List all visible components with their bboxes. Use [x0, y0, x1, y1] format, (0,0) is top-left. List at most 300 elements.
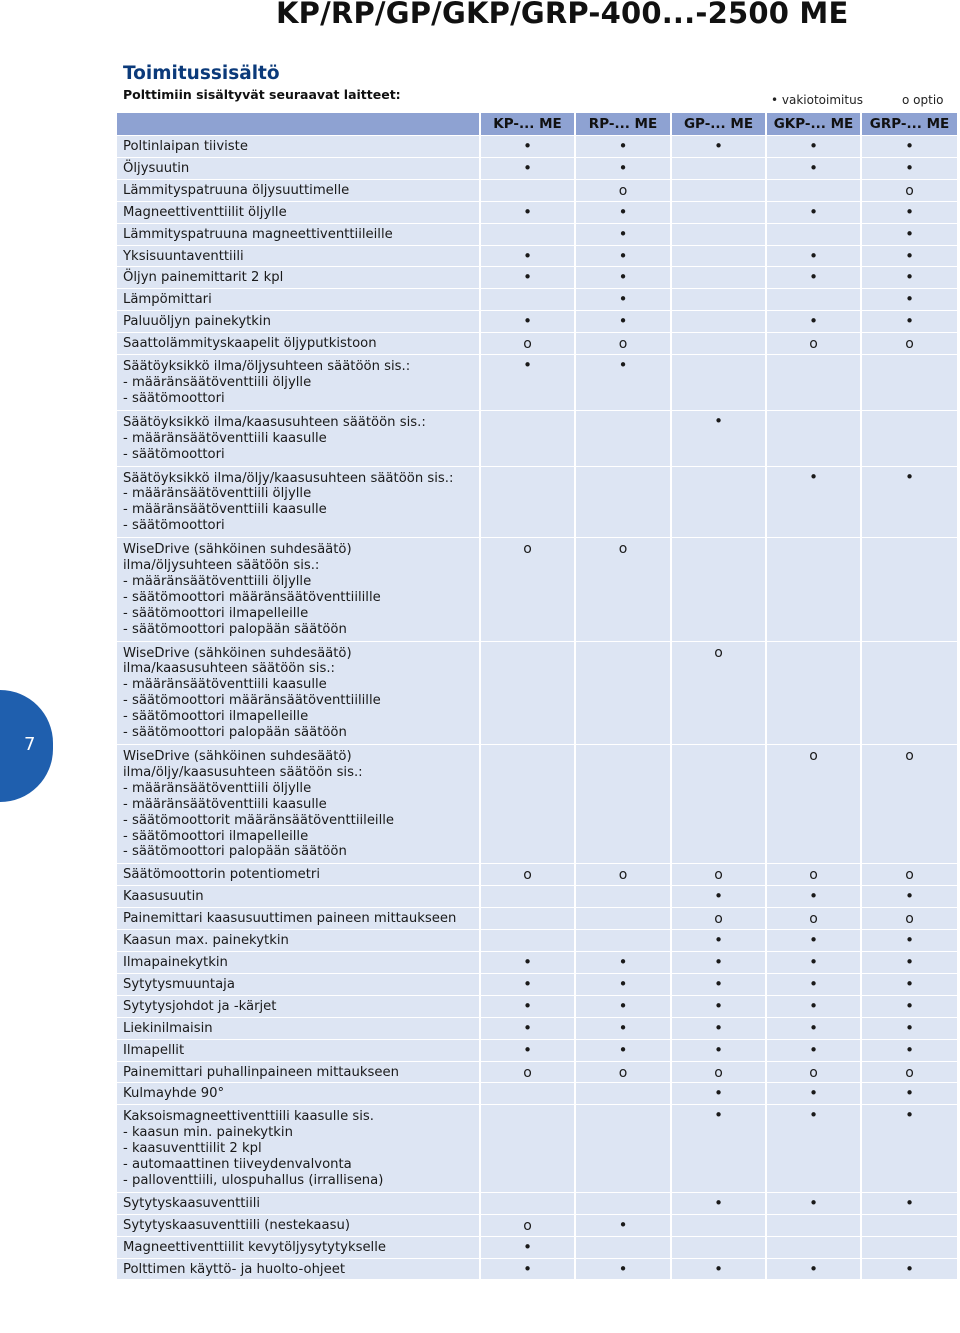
empty-mark — [767, 289, 860, 292]
mark-cell — [767, 333, 862, 354]
mark-cell — [672, 136, 767, 157]
mark-cell — [862, 467, 957, 538]
optional-mark: o — [523, 1064, 532, 1081]
mark-cell — [767, 289, 862, 310]
standard-mark: • — [714, 1259, 723, 1278]
empty-mark — [576, 1105, 670, 1108]
table-row — [117, 1105, 957, 1192]
optional-mark: o — [905, 1064, 914, 1081]
mark-cell — [862, 246, 957, 267]
standard-mark: • — [714, 411, 723, 430]
table-row — [117, 289, 957, 310]
mark-cell — [576, 930, 672, 951]
standard-mark: • — [618, 356, 628, 375]
mark-cell — [672, 1259, 767, 1280]
empty-mark — [576, 467, 670, 470]
standard-mark: • — [905, 312, 914, 331]
table-row — [117, 1237, 957, 1258]
optional-mark: o — [905, 911, 914, 928]
mark-cell — [862, 1040, 957, 1061]
table-row — [117, 1018, 957, 1039]
row-label: Sytytysjohdot ja -kärjet — [117, 996, 481, 1017]
row-label: Öljyn painemittarit 2 kpl — [117, 267, 481, 288]
standard-mark: • — [714, 996, 723, 1015]
standard-mark: • — [714, 137, 723, 155]
mark-cell — [672, 1018, 767, 1039]
empty-mark — [862, 355, 957, 358]
optional-mark: o — [523, 336, 532, 353]
mark-cell — [672, 202, 767, 223]
standard-mark: • — [905, 887, 914, 906]
table-row — [117, 974, 957, 995]
mark-cell — [576, 202, 672, 223]
optional-mark: o — [618, 336, 628, 353]
standard-mark: • — [809, 268, 818, 287]
empty-mark — [481, 930, 574, 933]
standard-mark: • — [905, 1259, 914, 1278]
mark-cell — [576, 180, 672, 201]
standard-mark: • — [905, 1106, 914, 1125]
mark-cell — [862, 1105, 957, 1192]
standard-mark: • — [523, 158, 532, 177]
empty-mark — [481, 224, 574, 227]
mark-cell — [862, 202, 957, 223]
empty-mark — [672, 224, 765, 227]
empty-mark — [672, 289, 765, 292]
mark-cell — [767, 642, 862, 744]
mark-cell — [767, 1083, 862, 1104]
mark-cell — [576, 411, 672, 466]
column-header: RP-... ME — [576, 113, 672, 135]
mark-cell — [481, 136, 576, 157]
table-row — [117, 930, 957, 951]
mark-cell — [576, 745, 672, 863]
mark-cell — [672, 333, 767, 354]
delivery-contents-table — [117, 112, 957, 1280]
empty-mark — [862, 642, 957, 645]
row-label: Ilmapainekytkin — [117, 952, 481, 973]
mark-cell — [576, 864, 672, 885]
standard-mark: • — [905, 952, 914, 971]
mark-cell — [481, 1215, 576, 1236]
table-row — [117, 952, 957, 973]
empty-mark — [672, 311, 765, 314]
standard-mark: • — [618, 224, 628, 243]
row-label: Ilmapellit — [117, 1040, 481, 1061]
empty-mark — [481, 467, 574, 470]
mark-cell — [481, 1259, 576, 1280]
mark-cell — [576, 1237, 672, 1258]
row-label: Lämmityspatruuna magneettiventtiileille — [117, 224, 481, 245]
mark-cell — [576, 333, 672, 354]
row-label: Sytytyskaasuventtiili — [117, 1193, 481, 1214]
empty-mark — [672, 538, 765, 541]
mark-cell — [576, 538, 672, 640]
table-row — [117, 908, 957, 929]
empty-mark — [672, 355, 765, 358]
standard-mark: • — [809, 202, 818, 221]
mark-cell — [481, 333, 576, 354]
row-label: Öljysuutin — [117, 158, 481, 179]
optional-mark: o — [905, 748, 914, 764]
empty-mark — [576, 908, 670, 911]
mark-cell — [767, 246, 862, 267]
mark-cell — [672, 1062, 767, 1083]
empty-mark — [767, 538, 860, 541]
mark-cell — [481, 908, 576, 929]
legend-standard: • vakiotoimitus — [771, 93, 863, 107]
mark-cell — [767, 1018, 862, 1039]
row-label: Poltinlaipan tiiviste — [117, 136, 481, 157]
table-row — [117, 158, 957, 179]
mark-cell — [862, 311, 957, 332]
empty-mark — [481, 411, 574, 414]
table-body — [117, 136, 957, 1279]
optional-mark: o — [809, 911, 818, 928]
standard-mark: • — [523, 268, 532, 287]
standard-mark: • — [905, 996, 914, 1015]
mark-cell — [576, 952, 672, 973]
row-label: Säätöyksikkö ilma/öljysuhteen säätöön sis.: - määränsäätöventtiili öljylle - säätömoottori — [117, 355, 481, 410]
table-row — [117, 136, 957, 157]
table-row — [117, 864, 957, 885]
mark-cell — [767, 974, 862, 995]
mark-cell — [767, 745, 862, 863]
mark-cell — [672, 1237, 767, 1258]
mark-cell — [672, 180, 767, 201]
column-header: GRP-... ME — [862, 113, 957, 135]
standard-mark: • — [714, 931, 723, 950]
mark-cell — [767, 952, 862, 973]
standard-mark: • — [523, 246, 532, 265]
empty-mark — [767, 642, 860, 645]
mark-cell — [481, 974, 576, 995]
mark-cell — [481, 246, 576, 267]
standard-mark: • — [714, 1106, 723, 1125]
mark-cell — [862, 996, 957, 1017]
mark-cell — [576, 886, 672, 907]
standard-mark: • — [618, 268, 628, 287]
row-label: Sytytysmuuntaja — [117, 974, 481, 995]
mark-cell — [672, 224, 767, 245]
mark-cell — [576, 311, 672, 332]
row-label: Magneettiventtiilit kevytöljysytytykselle — [117, 1237, 481, 1258]
mark-cell — [862, 411, 957, 466]
row-label: Sytytyskaasuventtiili (nestekaasu) — [117, 1215, 481, 1236]
mark-cell — [767, 158, 862, 179]
mark-cell — [481, 538, 576, 640]
mark-cell — [481, 1040, 576, 1061]
table-row — [117, 745, 957, 863]
standard-mark: • — [809, 1106, 818, 1125]
standard-mark: • — [618, 1259, 628, 1278]
standard-mark: • — [618, 158, 628, 177]
standard-mark: • — [905, 1018, 914, 1037]
mark-cell — [767, 467, 862, 538]
table-row — [117, 1040, 957, 1061]
empty-mark — [576, 930, 670, 933]
standard-mark: • — [618, 246, 628, 265]
standard-mark: • — [714, 1084, 723, 1103]
mark-cell — [862, 333, 957, 354]
empty-mark — [672, 1237, 765, 1240]
mark-cell — [672, 642, 767, 744]
column-header: GKP-... ME — [767, 113, 862, 135]
mark-cell — [862, 1062, 957, 1083]
page-number: 7 — [24, 734, 36, 755]
standard-mark: • — [618, 137, 628, 155]
standard-mark: • — [905, 1040, 914, 1059]
standard-mark: • — [809, 1084, 818, 1103]
mark-cell — [481, 1237, 576, 1258]
row-label: Yksisuuntaventtiili — [117, 246, 481, 267]
standard-mark: • — [905, 158, 914, 177]
mark-cell — [576, 974, 672, 995]
optional-mark: o — [809, 336, 818, 353]
standard-mark: • — [714, 887, 723, 906]
mark-cell — [481, 202, 576, 223]
table-row — [117, 1193, 957, 1214]
mark-cell — [672, 1040, 767, 1061]
mark-cell — [767, 355, 862, 410]
empty-mark — [576, 886, 670, 889]
mark-cell — [481, 886, 576, 907]
mark-cell — [576, 1105, 672, 1192]
mark-cell — [767, 1259, 862, 1280]
table-row — [117, 467, 957, 538]
standard-mark: • — [523, 312, 532, 331]
mark-cell — [767, 224, 862, 245]
mark-cell — [481, 411, 576, 466]
standard-mark: • — [809, 137, 818, 155]
table-row — [117, 224, 957, 245]
mark-cell — [576, 1259, 672, 1280]
mark-cell — [672, 1083, 767, 1104]
subtitle: Polttimiin sisältyvät seuraavat laitteet: — [123, 87, 401, 102]
row-label: WiseDrive (sähköinen suhdesäätö) ilma/kaasusuhteen säätöön sis.: - määränsäätöventtiili kaasulle - säätömoottori määränsäätöventtiilille - säätömoottori ilmapelleille - säätömoottori palopään säätöön — [117, 642, 481, 744]
mark-cell — [672, 246, 767, 267]
mark-cell — [767, 886, 862, 907]
mark-cell — [576, 246, 672, 267]
mark-cell — [481, 996, 576, 1017]
row-label: WiseDrive (sähköinen suhdesäätö) ilma/öljy/kaasusuhteen säätöön sis.: - määränsäätöventtiili öljylle - määränsäätöventtiili kaasulle - säätömoottorit määränsäätöventtiileille - säätömoottori ilmapelleille - säätömoottori palopään säätöön — [117, 745, 481, 863]
empty-mark — [767, 180, 860, 183]
mark-cell — [576, 1083, 672, 1104]
standard-mark: • — [809, 158, 818, 177]
mark-cell — [862, 355, 957, 410]
mark-cell — [862, 538, 957, 640]
legend-optional: o optio — [902, 93, 944, 107]
empty-mark — [576, 1193, 670, 1196]
row-label: Kaasusuutin — [117, 886, 481, 907]
mark-cell — [672, 930, 767, 951]
section-title: Toimitussisältö — [123, 63, 280, 84]
mark-cell — [576, 467, 672, 538]
mark-cell — [672, 745, 767, 863]
standard-mark: • — [809, 246, 818, 265]
table-row — [117, 1062, 957, 1083]
mark-cell — [672, 952, 767, 973]
standard-mark: • — [523, 1040, 532, 1059]
mark-cell — [862, 1083, 957, 1104]
table-row — [117, 1259, 957, 1280]
standard-mark: • — [523, 952, 532, 971]
mark-cell — [862, 908, 957, 929]
standard-mark: • — [809, 1018, 818, 1037]
mark-cell — [767, 1215, 862, 1236]
standard-mark: • — [618, 974, 628, 993]
page-title: KP/RP/GP/GKP/GRP-400...-2500 ME — [276, 0, 849, 30]
empty-mark — [576, 642, 670, 645]
empty-mark — [576, 1237, 670, 1240]
optional-mark: o — [714, 867, 723, 884]
optional-mark: o — [809, 748, 818, 764]
standard-mark: • — [905, 290, 914, 309]
empty-mark — [672, 1215, 765, 1218]
empty-mark — [481, 289, 574, 292]
mark-cell — [767, 1040, 862, 1061]
optional-mark: o — [618, 541, 628, 558]
standard-mark: • — [809, 974, 818, 993]
column-header: KP-... ME — [481, 113, 576, 135]
mark-cell — [672, 864, 767, 885]
empty-mark — [576, 411, 670, 414]
mark-cell — [576, 224, 672, 245]
mark-cell — [767, 136, 862, 157]
table-row — [117, 1215, 957, 1236]
mark-cell — [767, 311, 862, 332]
mark-cell — [481, 289, 576, 310]
empty-mark — [862, 1237, 957, 1240]
mark-cell — [672, 411, 767, 466]
mark-cell — [862, 1215, 957, 1236]
standard-mark: • — [809, 1193, 818, 1212]
standard-mark: • — [618, 290, 628, 309]
standard-mark: • — [714, 1040, 723, 1059]
mark-cell — [767, 202, 862, 223]
empty-mark — [767, 355, 860, 358]
standard-mark: • — [714, 1193, 723, 1212]
mark-cell — [767, 267, 862, 288]
mark-cell — [862, 974, 957, 995]
mark-cell — [672, 158, 767, 179]
empty-mark — [481, 886, 574, 889]
mark-cell — [767, 908, 862, 929]
mark-cell — [672, 1215, 767, 1236]
mark-cell — [862, 886, 957, 907]
table-row — [117, 538, 957, 640]
optional-mark: o — [714, 1064, 723, 1081]
table-row — [117, 355, 957, 410]
table-row — [117, 886, 957, 907]
empty-mark — [576, 745, 670, 748]
table-row — [117, 642, 957, 744]
row-label: Saattolämmityskaapelit öljyputkistoon — [117, 333, 481, 354]
empty-mark — [767, 411, 860, 414]
row-label: Liekinilmaisin — [117, 1018, 481, 1039]
row-label: Kulmayhde 90° — [117, 1083, 481, 1104]
standard-mark: • — [905, 202, 914, 221]
standard-mark: • — [809, 312, 818, 331]
row-label: Magneettiventtiilit öljylle — [117, 202, 481, 223]
mark-cell — [767, 538, 862, 640]
mark-cell — [862, 1018, 957, 1039]
empty-mark — [672, 180, 765, 183]
optional-mark: o — [523, 1217, 532, 1234]
empty-mark — [672, 246, 765, 249]
standard-mark: • — [905, 1193, 914, 1212]
row-label: Lämmityspatruuna öljysuuttimelle — [117, 180, 481, 201]
mark-cell — [576, 908, 672, 929]
mark-cell — [672, 908, 767, 929]
mark-cell — [481, 930, 576, 951]
mark-cell — [576, 1193, 672, 1214]
mark-cell — [481, 311, 576, 332]
row-label: Säätöyksikkö ilma/öljy/kaasusuhteen säätöön sis.: - määränsäätöventtiili öljylle - määränsäätöventtiili kaasulle - säätömoottori — [117, 467, 481, 538]
optional-mark: o — [905, 867, 914, 884]
standard-mark: • — [523, 996, 532, 1015]
empty-mark — [672, 745, 765, 748]
table-row — [117, 411, 957, 466]
mark-cell — [862, 745, 957, 863]
standard-mark: • — [618, 312, 628, 331]
column-header: GP-... ME — [672, 113, 767, 135]
standard-mark: • — [905, 1084, 914, 1103]
mark-cell — [672, 267, 767, 288]
empty-mark — [672, 333, 765, 336]
mark-cell — [862, 136, 957, 157]
empty-mark — [862, 538, 957, 541]
standard-mark: • — [618, 1040, 628, 1059]
mark-cell — [481, 180, 576, 201]
empty-mark — [672, 467, 765, 470]
row-label: WiseDrive (sähköinen suhdesäätö) ilma/öljysuhteen säätöön sis.: - määränsäätöventtiili öljylle - säätömoottori määränsäätöventtiilille - säätömoottori ilmapelleille - säätömoottori palopään säätöön — [117, 538, 481, 640]
standard-mark: • — [714, 1018, 723, 1037]
table-row — [117, 996, 957, 1017]
mark-cell — [767, 1062, 862, 1083]
standard-mark: • — [905, 224, 914, 243]
standard-mark: • — [809, 996, 818, 1015]
row-label: Polttimen käyttö- ja huolto-ohjeet — [117, 1259, 481, 1280]
standard-mark: • — [714, 974, 723, 993]
empty-mark — [576, 1083, 670, 1086]
optional-mark: o — [714, 911, 723, 928]
optional-mark: o — [618, 867, 628, 884]
standard-mark: • — [809, 1259, 818, 1278]
mark-cell — [862, 224, 957, 245]
mark-cell — [481, 1062, 576, 1083]
mark-cell — [862, 289, 957, 310]
mark-cell — [767, 411, 862, 466]
mark-cell — [481, 864, 576, 885]
mark-cell — [481, 1105, 576, 1192]
optional-mark: o — [905, 182, 914, 199]
mark-cell — [672, 311, 767, 332]
mark-cell — [862, 642, 957, 744]
standard-mark: • — [905, 246, 914, 265]
standard-mark: • — [905, 137, 914, 155]
standard-mark: • — [523, 356, 532, 375]
standard-mark: • — [618, 1018, 628, 1037]
mark-cell — [672, 467, 767, 538]
mark-cell — [862, 952, 957, 973]
row-label: Kaksoismagneettiventtiili kaasulle sis. - kaasun min. painekytkin - kaasuventtiilit 2 kpl - automaattinen tiiveydenvalvonta - palloventtiili, ulospuhallus (irrallisena) — [117, 1105, 481, 1192]
mark-cell — [576, 158, 672, 179]
mark-cell — [767, 1193, 862, 1214]
standard-mark: • — [809, 1040, 818, 1059]
mark-cell — [672, 355, 767, 410]
table-row — [117, 267, 957, 288]
